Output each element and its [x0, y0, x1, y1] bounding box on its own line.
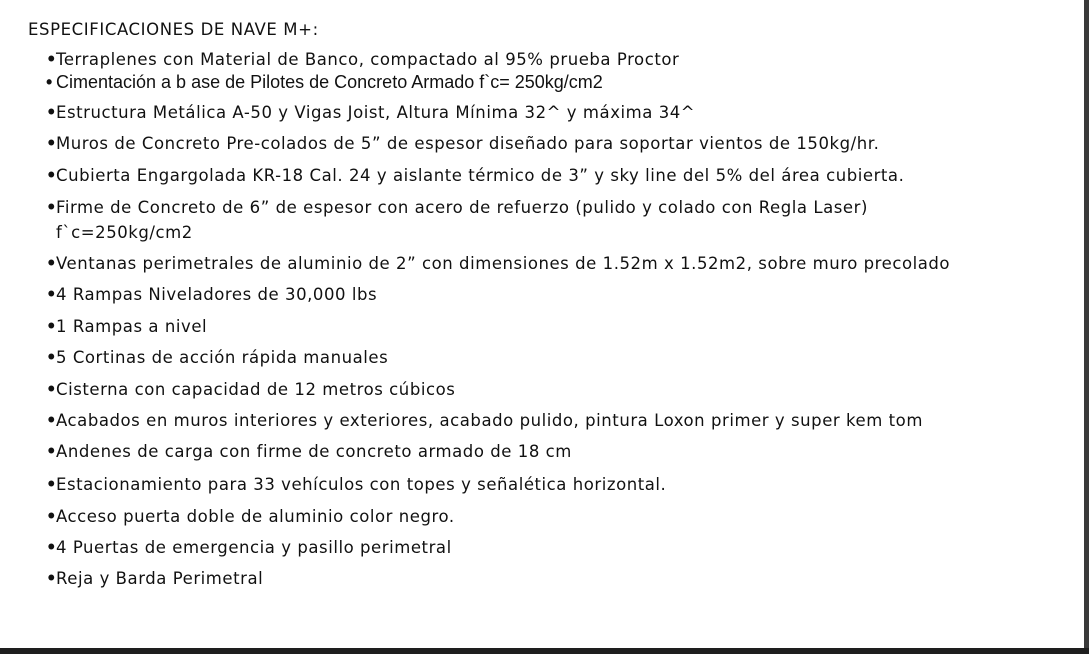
list-item-text: 4 Puertas de emergencia y pasillo perimetral	[56, 538, 452, 557]
bullet-icon: •	[46, 285, 58, 304]
list-item	[46, 506, 455, 528]
list-item-text: Reja y Barda Perimetral	[56, 569, 264, 588]
list-item	[46, 410, 923, 432]
bullet-icon: •	[46, 198, 58, 217]
bullet-icon: •	[46, 569, 58, 588]
bullet-icon: •	[46, 507, 58, 526]
list-item-text: Firme de Concreto de 6” de espesor con acero de refuerzo (pulido y colado con Regla Laser)	[56, 198, 868, 217]
bullet-icon: •	[46, 538, 58, 557]
bullet-icon: •	[46, 134, 58, 153]
list-item	[46, 253, 950, 275]
list-item-text: 1 Rampas a nivel	[56, 317, 208, 336]
page-title: ESPECIFICACIONES DE NAVE M+:	[28, 20, 319, 39]
list-item	[46, 284, 377, 306]
bullet-icon: •	[46, 317, 58, 336]
list-item-text: Cisterna con capacidad de 12 metros cúbicos	[56, 380, 456, 399]
bullet-icon: •	[46, 72, 53, 92]
list-item	[46, 537, 452, 559]
bullet-icon: •	[46, 380, 58, 399]
list-item	[46, 71, 603, 93]
list-item	[46, 379, 455, 401]
list-item	[46, 197, 868, 219]
list-item-text: Acceso puerta doble de aluminio color negro.	[56, 507, 455, 526]
list-item-text: Cimentación a b ase de Pilotes de Concreto Armado f`c= 250kg/cm2	[56, 72, 603, 92]
bottom-border	[0, 648, 1089, 654]
bullet-icon: •	[46, 475, 58, 494]
bullet-icon: •	[46, 166, 58, 185]
list-item	[46, 347, 388, 369]
list-item	[46, 133, 879, 155]
list-item-continuation	[46, 222, 193, 244]
bullet-icon: •	[46, 411, 58, 430]
list-item	[46, 165, 904, 187]
bullet-icon: •	[46, 254, 58, 273]
right-border	[1084, 0, 1089, 654]
list-item-text: Cubierta Engargolada KR-18 Cal. 24 y aislante térmico de 3” y sky line del 5% del área cubierta.	[56, 166, 905, 185]
list-item-text: Estructura Metálica A-50 y Vigas Joist, Altura Mínima 32^ y máxima 34^	[56, 103, 696, 122]
list-item	[46, 102, 695, 124]
list-item-text: 5 Cortinas de acción rápida manuales	[56, 348, 389, 367]
list-item-text: Terraplenes con Material de Banco, compactado al 95% prueba Proctor	[56, 50, 680, 69]
list-item	[46, 568, 263, 590]
list-item-text: Acabados en muros interiores y exteriores, acabado pulido, pintura Loxon primer y super kem tom	[56, 411, 923, 430]
list-item-text: Ventanas perimetrales de aluminio de 2” con dimensiones de 1.52m x 1.52m2, sobre muro precolado	[56, 254, 951, 273]
bullet-icon: •	[46, 442, 58, 461]
list-item-text: Estacionamiento para 33 vehículos con topes y señalética horizontal.	[56, 475, 667, 494]
list-item-text: 4 Rampas Niveladores de 30,000 lbs	[56, 285, 378, 304]
list-item-text: Andenes de carga con firme de concreto armado de 18 cm	[56, 442, 572, 461]
bullet-icon: •	[46, 103, 58, 122]
list-item-text: f`c=250kg/cm2	[56, 223, 193, 242]
bullet-icon: •	[46, 50, 58, 69]
list-item	[46, 474, 666, 496]
list-item	[46, 316, 207, 338]
bullet-icon: •	[46, 348, 58, 367]
list-item-text: Muros de Concreto Pre-colados de 5” de espesor diseñado para soportar vientos de 150kg/hr.	[56, 134, 880, 153]
list-item	[46, 49, 679, 71]
list-item	[46, 441, 572, 463]
